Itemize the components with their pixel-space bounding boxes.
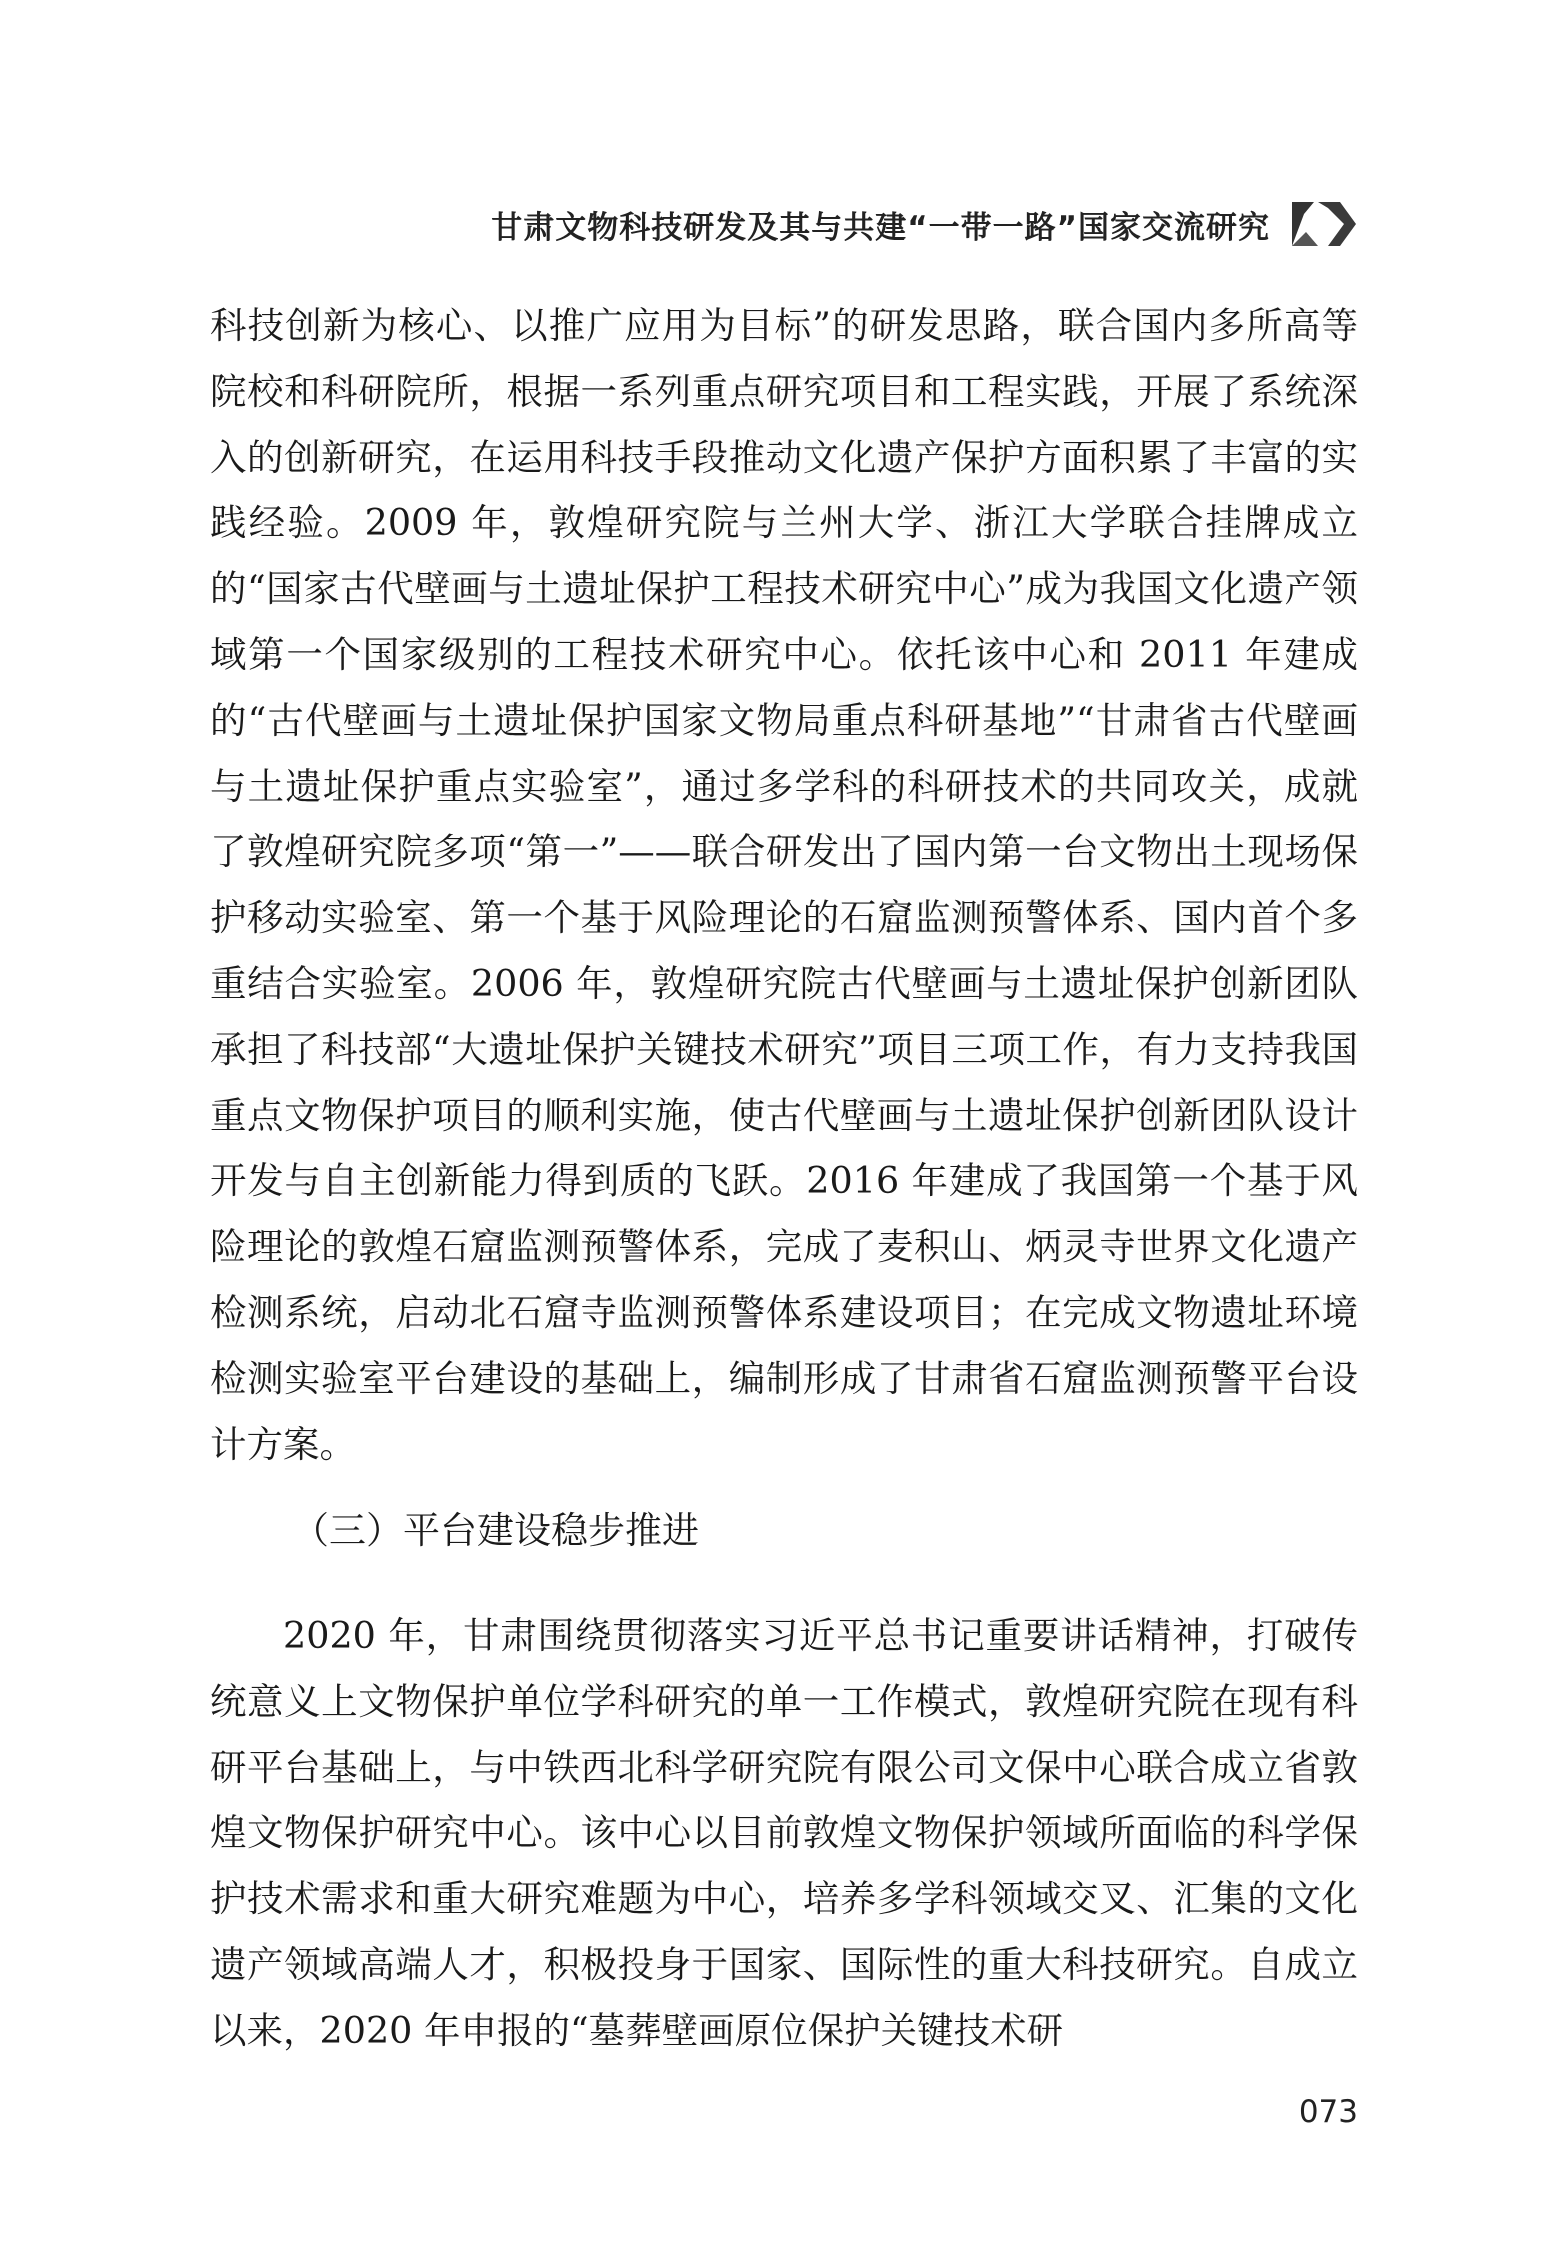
running-header-title: 甘肃文物科技研发及其与共建“一带一路”国家交流研究 [491,210,1270,246]
running-header [200,196,1360,256]
section-heading: （三）平台建设稳步推进 [292,1509,699,1552]
body-paragraph: 科技创新为核心、以推广应用为目标”的研发思路，联合国内多所高等院校和科研院所，根据一系列重点研究项目和工程实践，开展了系统深入的创新研究，在运用科技手段推动文化遗产保护方面积累了丰富的实践经验。2009 年，敦煌研究院与兰州大学、浙江大学联合挂牌成立的“国家古代壁画与土遗址保护工程技术研究中心”成为我国文化遗产领域第一个国家级别的工程技术研究中心。依托该中心和 2011 年建成的“古代壁画与土遗址保护国家文物局重点科研基地”“甘肃省古代壁画与土遗址保护重点实验室”，通过多学科的科研技术的共同攻关，成就了敦煌研究院多项“第一”——联合研发出了国内第一台文物出土现场保护移动实验室、第一个基于风险理论的石窟监测预警体系、国内首个多重结合实验室。2006 年，敦煌研究院古代壁画与土遗址保护创新团队承担了科技部“大遗址保护关键技术研究”项目三项工作，有力支持我国重点文物保护项目的顺利实施，使古代壁画与土遗址保护创新团队设计开发与自主创新能力得到质的飞跃。2016 年建成了我国第一个基于风险理论的敦煌石窟监测预警体系，完成了麦积山、炳灵寺世界文化遗产检测系统，启动北石窟寺监测预警体系建设项目；在完成文物遗址环境检测实验室平台建设的基础上，编制形成了甘肃省石窟监测预警平台设计方案。 [210,304,1358,1466]
body-paragraph: 2020 年，甘肃围绕贯彻落实习近平总书记重要讲话精神，打破传统意义上文物保护单位学科研究的单一工作模式，敦煌研究院在现有科研平台基础上，与中铁西北科学研究院有限公司文保中心联合成立省敦煌文物保护研究中心。该中心以目前敦煌文物保护领域所面临的科学保护技术需求和重大研究难题为中心，培养多学科领域交叉、汇集的文化遗产领域高端人才，积极投身于国家、国际性的重大科技研究。自成立以来，2020 年申报的“墓葬壁画原位保护关键技术研 [210,1614,1358,2052]
page-number: 073 [1298,2094,1358,2130]
book-corner-arrow-icon [1288,196,1360,252]
